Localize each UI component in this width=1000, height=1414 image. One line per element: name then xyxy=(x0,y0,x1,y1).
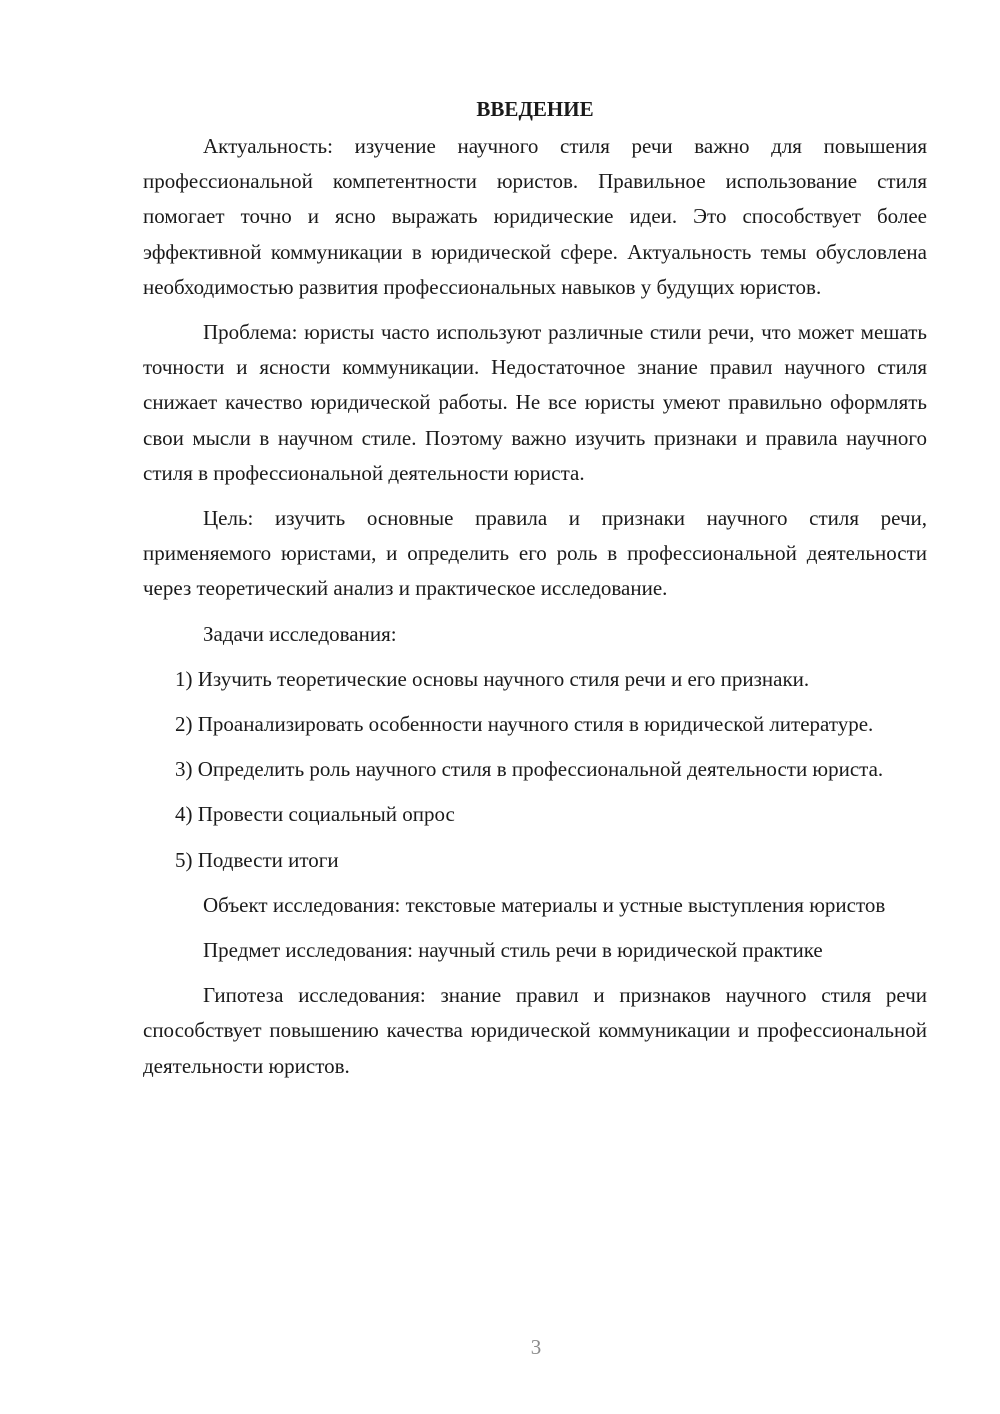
paragraph-subject: Предмет исследования: научный стиль речи в юридической практике xyxy=(203,938,823,963)
task-item-5: 5) Подвести итоги xyxy=(175,847,339,872)
task-item-2: 2) Проанализировать особенности научного стиля в юридической литературе. xyxy=(175,712,874,737)
tasks-list xyxy=(143,662,927,878)
paragraph-object: Объект исследования: текстовые материалы и устные выступления юристов xyxy=(203,892,886,917)
page-number: 3 xyxy=(530,1335,542,1359)
paragraph-relevance: Актуальность: изучение научного стиля речи важно для повышения профессиональной компетентности юристов. Правильное использование стиля помогает точно и ясно выражать юридические идеи. Это способствует более эффективной коммуникации в юридической сфере. Актуальность темы обусловлена необходимостью развития профессиональных навыков у будущих юристов. xyxy=(143,134,927,299)
task-item-1: 1) Изучить теоретические основы научного стиля речи и его признаки. xyxy=(175,666,810,691)
page-title: ВВЕДЕНИЕ xyxy=(476,97,594,121)
task-item-4: 4) Провести социальный опрос xyxy=(175,802,455,827)
paragraph-problem: Проблема: юристы часто используют различные стили речи, что может мешать точности и ясности коммуникации. Недостаточное знание правил научного стиля снижает качество юридической работы. Не все юристы умеют правильно оформлять свои мысли в научном стиле. Поэтому важно изучить признаки и правила научного стиля в профессиональной деятельности юриста. xyxy=(143,320,927,485)
document-body xyxy=(143,92,927,1094)
tasks-heading: Задачи исследования: xyxy=(203,621,397,646)
task-item-3: 3) Определить роль научного стиля в профессиональной деятельности юриста. xyxy=(175,757,884,782)
paragraph-goal: Цель: изучить основные правила и признаки научного стиля речи, применяемого юристами, и определить его роль в профессиональной деятельности через теоретический анализ и практическое исследование. xyxy=(143,506,927,601)
paragraph-hypothesis: Гипотеза исследования: знание правил и признаков научного стиля речи способствует повышению качества юридической коммуникации и профессиональной деятельности юристов. xyxy=(143,983,927,1078)
